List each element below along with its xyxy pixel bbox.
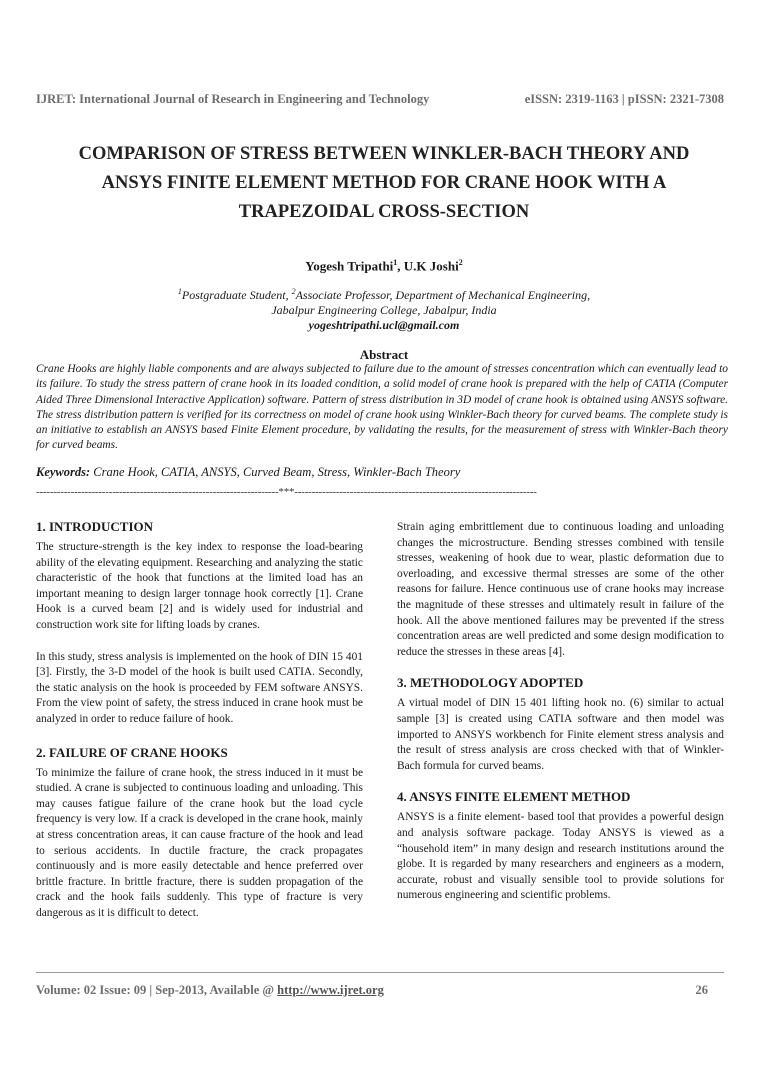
affil-role-2: Associate Professor, Department of Mechanical Engineering, xyxy=(295,288,591,302)
affiliation-line-2: Jabalpur Engineering College, Jabalpur, India xyxy=(271,303,497,317)
affiliation-line-1 xyxy=(0,284,768,303)
author-1-sup: 1 xyxy=(393,258,398,267)
author-email[interactable]: yogeshtripathi.ucl@gmail.com xyxy=(308,318,460,332)
section-heading-failure: 2. FAILURE OF CRANE HOOKS xyxy=(36,744,228,760)
failure-paragraph-1: To minimize the failure of crane hook, the stress induced in it must be studied. A crane is subjected to continuous loading and unloading. This may causes fatigue failure of the crane hook but the load cycle frequency is very low. If a crack is developed in the crane hook, mainly at stress concentration areas, it can cause fracture of the hook and lead to serious accidents. In ductile fracture, the crack propagates continuously and is more easily detectable and hence preferred over brittle fracture. In brittle fracture, there is sudden propagation of the crack and the hook fails suddenly. This type of fracture is very dangerous as it is difficult to detect. xyxy=(36,766,363,919)
affil-sup-1: 1 xyxy=(177,287,182,296)
paper-title xyxy=(36,140,732,227)
footer-volume-text: Volume: 02 Issue: 09 | Sep-2013, Available @ xyxy=(36,983,278,997)
author-2: U.K Joshi xyxy=(403,258,459,274)
affil-role-1: Postgraduate Student, xyxy=(181,288,292,302)
ansys-paragraph: ANSYS is a finite element- based tool that provides a powerful design and analysis software package. Today ANSYS is viewed as a “household item” in many design and research institutions around the globe. It is regarded by many researchers and engineers as a modern, accurate, robust and visually sensible tool to provide solutions for numerous engineering and scientific problems. xyxy=(397,811,724,902)
author-1: Yogesh Tripathi xyxy=(305,258,394,274)
title-line-1: COMPARISON OF STRESS BETWEEN WINKLER-BACH THEORY AND xyxy=(78,144,690,164)
keywords-text: Crane Hook, CATIA, ANSYS, Curved Beam, Stress, Winkler-Bach Theory xyxy=(90,465,461,479)
footer-divider xyxy=(36,972,724,973)
section-heading-methodology: 3. METHODOLOGY ADOPTED xyxy=(397,675,584,691)
author-2-sup: 2 xyxy=(458,258,463,267)
methodology-paragraph: A virtual model of DIN 15 401 lifting hook no. (6) similar to actual sample [3] is created using CATIA software and then model was imported to ANSYS workbench for Finite element stress analysis and the result of stress analysis are cross checked with that of Winkler-Bach formula for curved beams. xyxy=(397,697,724,772)
issn-info: eISSN: 2319-1163 | pISSN: 2321-7308 xyxy=(524,92,724,106)
page-number: 26 xyxy=(695,983,708,997)
abstract-heading: Abstract xyxy=(359,347,409,362)
footer-volume xyxy=(36,983,384,998)
author-list xyxy=(0,258,768,274)
title-line-3: TRAPEZOIDAL CROSS-SECTION xyxy=(238,202,530,222)
section-heading-ansys: 4. ANSYS FINITE ELEMENT METHOD xyxy=(397,789,631,805)
section-separator: ----------------------------------------------------------------------***---------------------------------------------------------------------- xyxy=(36,486,537,498)
author-separator: , xyxy=(397,258,404,274)
intro-paragraph-2: In this study, stress analysis is implemented on the hook of DIN 15 401 [3]. Firstly, the 3-D model of the hook is built used CATIA. Secondly, the static analysis on the hook is proceeded by FEM software ANSYS. From the view point of safety, the stress induced in crane hook must be analyzed in order to reduce failure of hook. xyxy=(36,650,363,725)
section-heading-introduction: 1. INTRODUCTION xyxy=(36,519,154,534)
affil-sup-2: 2 xyxy=(291,287,296,296)
right-column xyxy=(397,520,724,904)
affiliation xyxy=(0,284,768,333)
failure-paragraph-2: Strain aging embrittlement due to continuous loading and unloading changes the microstructure. Bending stresses combined with tensile stresses, weakening of hook due to wear, plastic deformation due to overloading, and excessive thermal stresses are some of the other reasons for failure. Hence continuous use of crane hooks may increase the magnitude of these stresses and ultimately result in failure of the hook. All the above mentioned failures may be prevented if the stress concentration areas are well predicted and some design modification to reduce the stresses in these areas [4]. xyxy=(397,521,724,658)
abstract-text: Crane Hooks are highly liable components and are always subjected to failure due to the amount of stresses concentration which can eventually lead to its failure. To study the stress pattern of crane hook in its loaded condition, a solid model of crane hook is prepared with the help of CATIA (Computer Aided Three Dimensional Interactive Application) software. Pattern of stress distribution in 3D model of crane hook is obtained using ANSYS software. The stress distribution pattern is verified for its correctness on model of crane hook using Winkler-Bach theory for curved beams. The complete study is an initiative to establish an ANSYS based Finite Element procedure, by validating the results, for the measurement of stress with Winkler-Bach theory for curved beams. xyxy=(36,363,728,452)
title-line-2: ANSYS FINITE ELEMENT METHOD FOR CRANE HOOK WITH A xyxy=(101,173,667,193)
journal-name: IJRET: International Journal of Research in Engineering and Technology xyxy=(36,92,430,106)
keywords-label: Keywords: xyxy=(36,465,91,479)
journal-link[interactable]: http://www.ijret.org xyxy=(277,983,384,997)
intro-paragraph-1: The structure-strength is the key index to response the load-bearing ability of the elevating equipment. Researching and analyzing the static characteristic of the hook that functions at the limited load has an important meaning to design larger tonnage hook correctly [1]. Crane Hook is a curved beam [2] and is widely used for industrial and construction work site for lifting loads by cranes. xyxy=(36,541,363,631)
running-header xyxy=(36,92,724,107)
left-column xyxy=(36,518,363,921)
keywords xyxy=(36,465,728,480)
running-footer xyxy=(36,983,708,998)
